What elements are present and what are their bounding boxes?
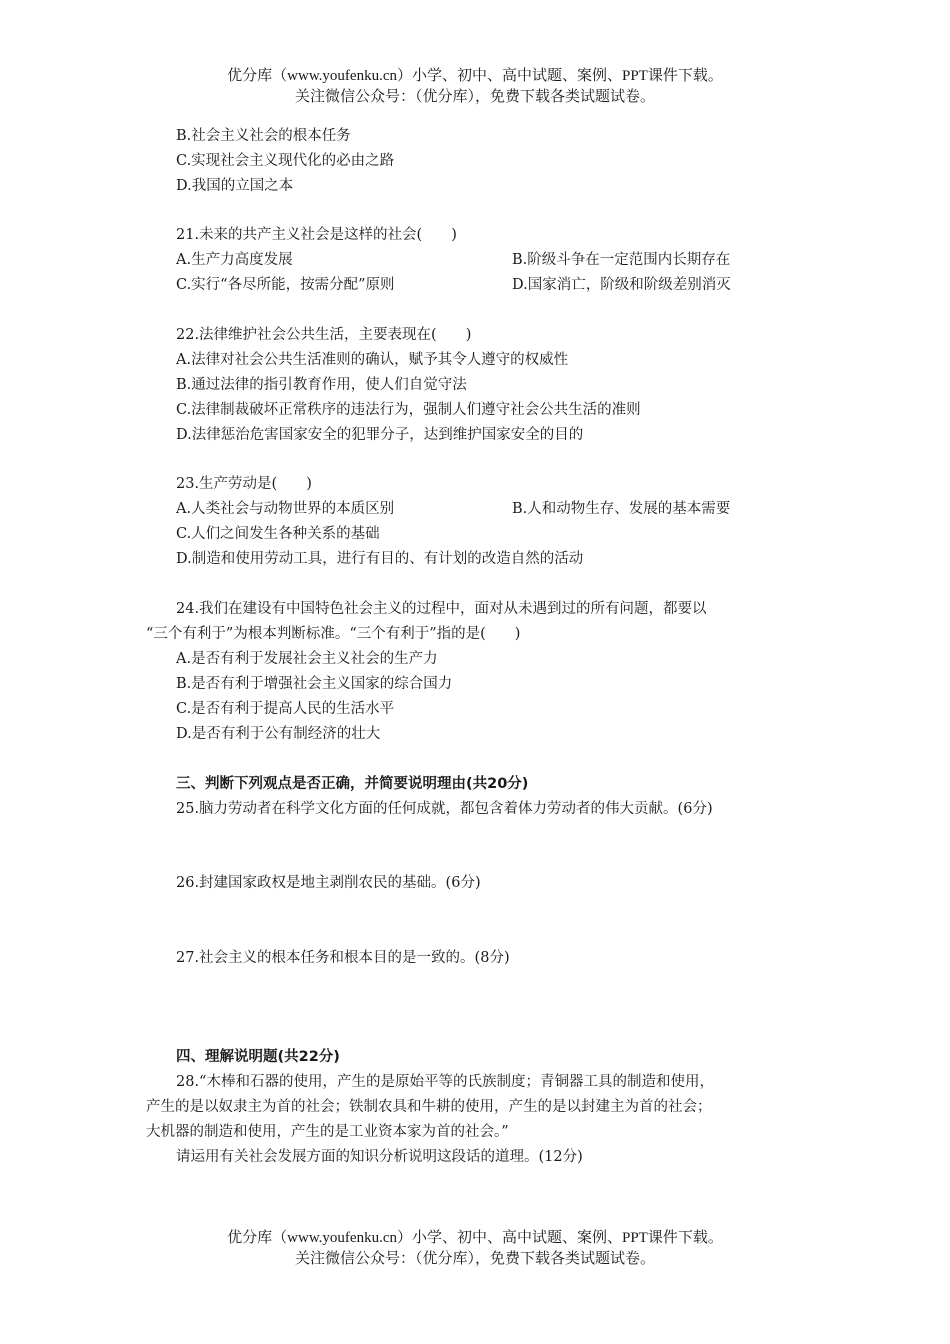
q22-option-b: B.通过法律的指引教育作用，使人们自觉守法 [176,377,467,393]
footer-line-2: 关注微信公众号：（优分库），免费下载各类试题试卷。 [294,1251,655,1267]
q21-stem: 21.未来的共产主义社会是这样的社会( ) [176,227,457,243]
page-footer [0,1228,950,1270]
q28-line-1: 28.“木棒和石器的使用，产生的是原始平等的氏族制度；青铜器工具的制造和使用， [176,1074,714,1090]
q24-option-a: A.是否有利于发展社会主义社会的生产力 [176,651,438,667]
q21-option-b: B.阶级斗争在一定范围内长期存在 [512,252,731,268]
q27: 27.社会主义的根本任务和根本目的是一致的。(8分) [176,950,510,966]
section-3-title: 三、判断下列观点是否正确，并简要说明理由(共20分) [176,776,529,792]
header-line-1: 优分库（www.youfenku.cn）小学、初中、高中试题、案例、PPT课件下载。 [227,68,723,84]
section-4-title: 四、理解说明题(共22分) [176,1049,340,1065]
q23-option-d: D.制造和使用劳动工具，进行有目的、有计划的改造自然的活动 [176,551,584,567]
q24-stem-line-1: 24.我们在建设有中国特色社会主义的过程中，面对从未遇到过的所有问题，都要以 [176,601,707,617]
q28-line-3: 大机器的制造和使用，产生的是工业资本家为首的社会。” [146,1124,509,1140]
q22-option-c: C.法律制裁破坏正常秩序的违法行为，强制人们遵守社会公共生活的准则 [176,402,641,418]
q22-option-a: A.法律对社会公共生活准则的确认，赋予其令人遵守的权威性 [176,352,569,368]
q23-option-b: B.人和动物生存、发展的基本需要 [512,501,731,517]
q24-option-c: C.是否有利于提高人民的生活水平 [176,701,395,717]
q23-option-c: C.人们之间发生各种关系的基础 [176,526,380,542]
q20-option-d: D.我国的立国之本 [176,178,294,194]
q20-option-c: C.实现社会主义现代化的必由之路 [176,153,395,169]
q21-option-d: D.国家消亡，阶级和阶级差别消灭 [512,277,731,293]
q23-stem: 23.生产劳动是( ) [176,476,312,492]
footer-line-1: 优分库（www.youfenku.cn）小学、初中、高中试题、案例、PPT课件下载。 [227,1230,723,1246]
header-line-2: 关注微信公众号：（优分库），免费下载各类试题试卷。 [294,89,655,105]
q24-stem-line-2: “三个有利于”为根本判断标准。“三个有利于”指的是( ) [146,626,521,642]
q20-option-b: B.社会主义社会的根本任务 [176,128,351,144]
page-header [0,66,950,108]
q23-option-a: A.人类社会与动物世界的本质区别 [176,501,395,517]
q21-option-c: C.实行“各尽所能，按需分配”原则 [176,277,395,293]
q22-stem: 22.法律维护社会公共生活，主要表现在( ) [176,327,472,343]
q25: 25.脑力劳动者在科学文化方面的任何成就，都包含着体力劳动者的伟大贡献。(6分) [176,801,713,817]
q24-option-d: D.是否有利于公有制经济的壮大 [176,726,381,742]
q21-option-a: A.生产力高度发展 [176,252,293,268]
q28-line-2: 产生的是以奴隶主为首的社会；铁制农具和牛耕的使用，产生的是以封建主为首的社会； [146,1099,712,1115]
q24-option-b: B.是否有利于增强社会主义国家的综合国力 [176,676,453,692]
q26: 26.封建国家政权是地主剥削农民的基础。(6分) [176,875,481,891]
q22-option-d: D.法律惩治危害国家安全的犯罪分子，达到维护国家安全的目的 [176,427,584,443]
q28-line-4: 请运用有关社会发展方面的知识分析说明这段话的道理。(12分) [176,1149,583,1165]
